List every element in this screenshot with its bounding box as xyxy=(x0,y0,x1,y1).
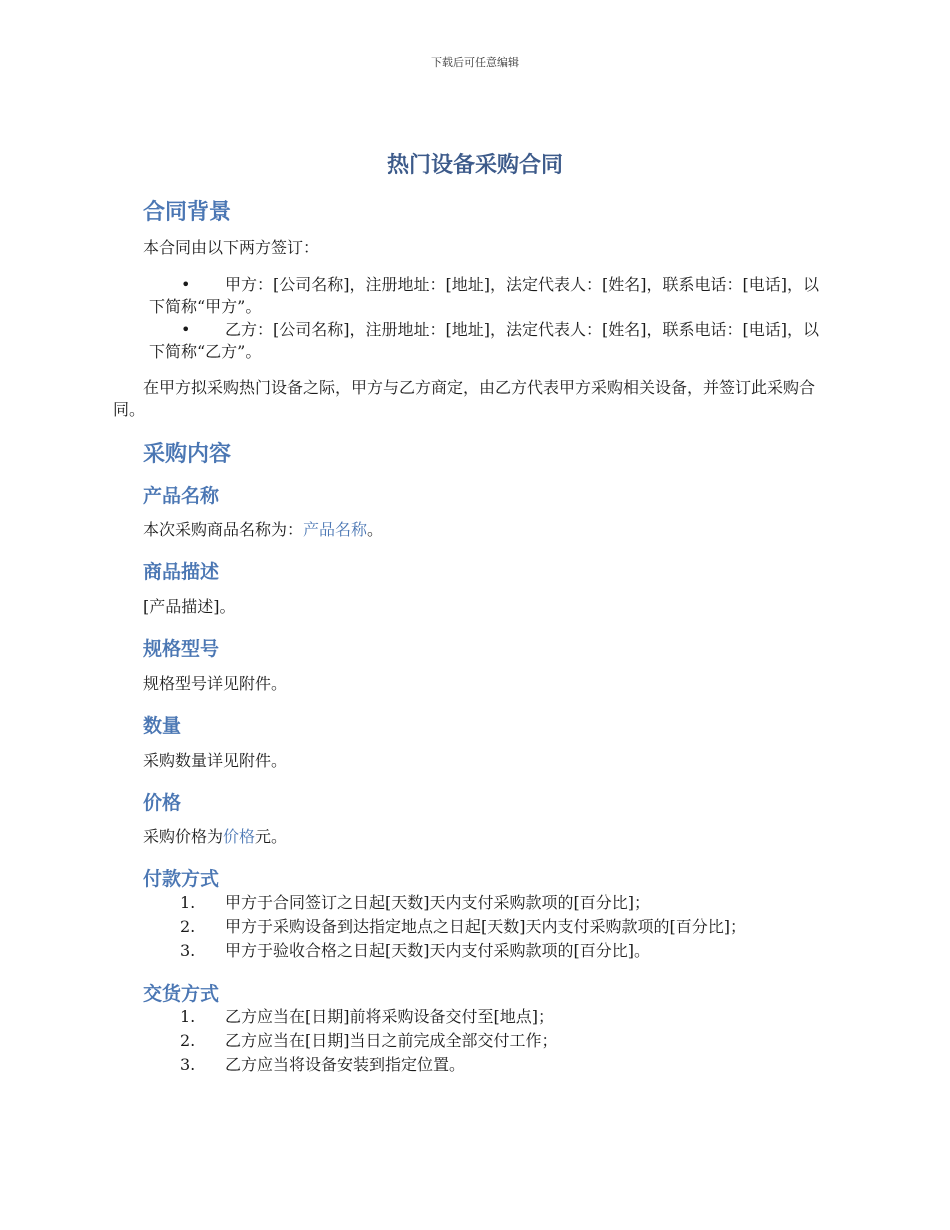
header-note: 下载后可任意编辑 xyxy=(431,56,519,69)
list-number: 1. xyxy=(180,893,196,912)
document-title: 热门设备采购合同 xyxy=(386,153,563,178)
quantity-paragraph: 采购数量详见附件。 xyxy=(143,751,288,770)
heading-delivery: 交货方式 xyxy=(143,983,220,1005)
list-number: 2. xyxy=(180,1031,196,1050)
section-heading-background: 合同背景 xyxy=(143,200,232,225)
list-text: 甲方于采购设备到达指定地点之日起[天数]天内支付采购款项的[百分比]； xyxy=(225,917,746,936)
bullet-icon: • xyxy=(181,275,191,294)
intro-paragraph: 本合同由以下两方签订： xyxy=(143,238,320,257)
bullet-icon: • xyxy=(181,320,191,339)
section-heading-purchase: 采购内容 xyxy=(143,442,232,467)
party-a-text: 甲方：[公司名称]，注册地址：[地址]，法定代表人：[姓名]，联系电话：[电话]，以下简称“甲方”。 xyxy=(149,275,819,316)
price-suffix: 元。 xyxy=(255,827,288,846)
payment-item xyxy=(180,916,746,938)
list-number: 2. xyxy=(180,917,196,936)
list-number: 3. xyxy=(180,941,196,960)
description-paragraph: [产品描述]。 xyxy=(143,597,236,616)
price-paragraph xyxy=(143,826,287,848)
heading-price: 价格 xyxy=(143,792,182,814)
price-field[interactable]: 价格 xyxy=(223,827,256,846)
product-name-prefix: 本次采购商品名称为： xyxy=(143,520,304,539)
party-b-item xyxy=(149,319,829,363)
delivery-item xyxy=(180,1006,554,1028)
list-text: 乙方应当在[日期]当日之前完成全部交付工作； xyxy=(225,1031,558,1050)
list-text: 乙方应当在[日期]前将采购设备交付至[地点]； xyxy=(225,1007,554,1026)
delivery-item xyxy=(180,1030,558,1052)
price-prefix: 采购价格为 xyxy=(143,827,224,846)
delivery-item xyxy=(180,1054,465,1076)
product-name-field[interactable]: 产品名称 xyxy=(303,520,368,539)
background-paragraph: 在甲方拟采购热门设备之际，甲方与乙方商定，由乙方代表甲方采购相关设备，并签订此采购合同。 xyxy=(113,378,816,419)
product-name-paragraph xyxy=(143,519,383,541)
party-b-text: 乙方：[公司名称]，注册地址：[地址]，法定代表人：[姓名]，联系电话：[电话]，以下简称“乙方”。 xyxy=(149,320,819,361)
heading-description: 商品描述 xyxy=(143,561,220,583)
heading-quantity: 数量 xyxy=(143,715,182,737)
party-a-item xyxy=(149,274,829,318)
heading-spec: 规格型号 xyxy=(143,638,220,660)
spec-paragraph: 规格型号详见附件。 xyxy=(143,674,288,693)
list-text: 甲方于合同签订之日起[天数]天内支付采购款项的[百分比]； xyxy=(225,893,650,912)
product-name-suffix: 。 xyxy=(367,520,384,539)
heading-payment: 付款方式 xyxy=(143,868,220,890)
heading-product-name: 产品名称 xyxy=(143,485,220,507)
list-text: 甲方于验收合格之日起[天数]天内支付采购款项的[百分比]。 xyxy=(225,941,650,960)
payment-item xyxy=(180,892,650,914)
list-number: 3. xyxy=(180,1055,196,1074)
payment-item xyxy=(180,940,650,962)
list-number: 1. xyxy=(180,1007,196,1026)
list-text: 乙方应当将设备安装到指定位置。 xyxy=(225,1055,466,1074)
